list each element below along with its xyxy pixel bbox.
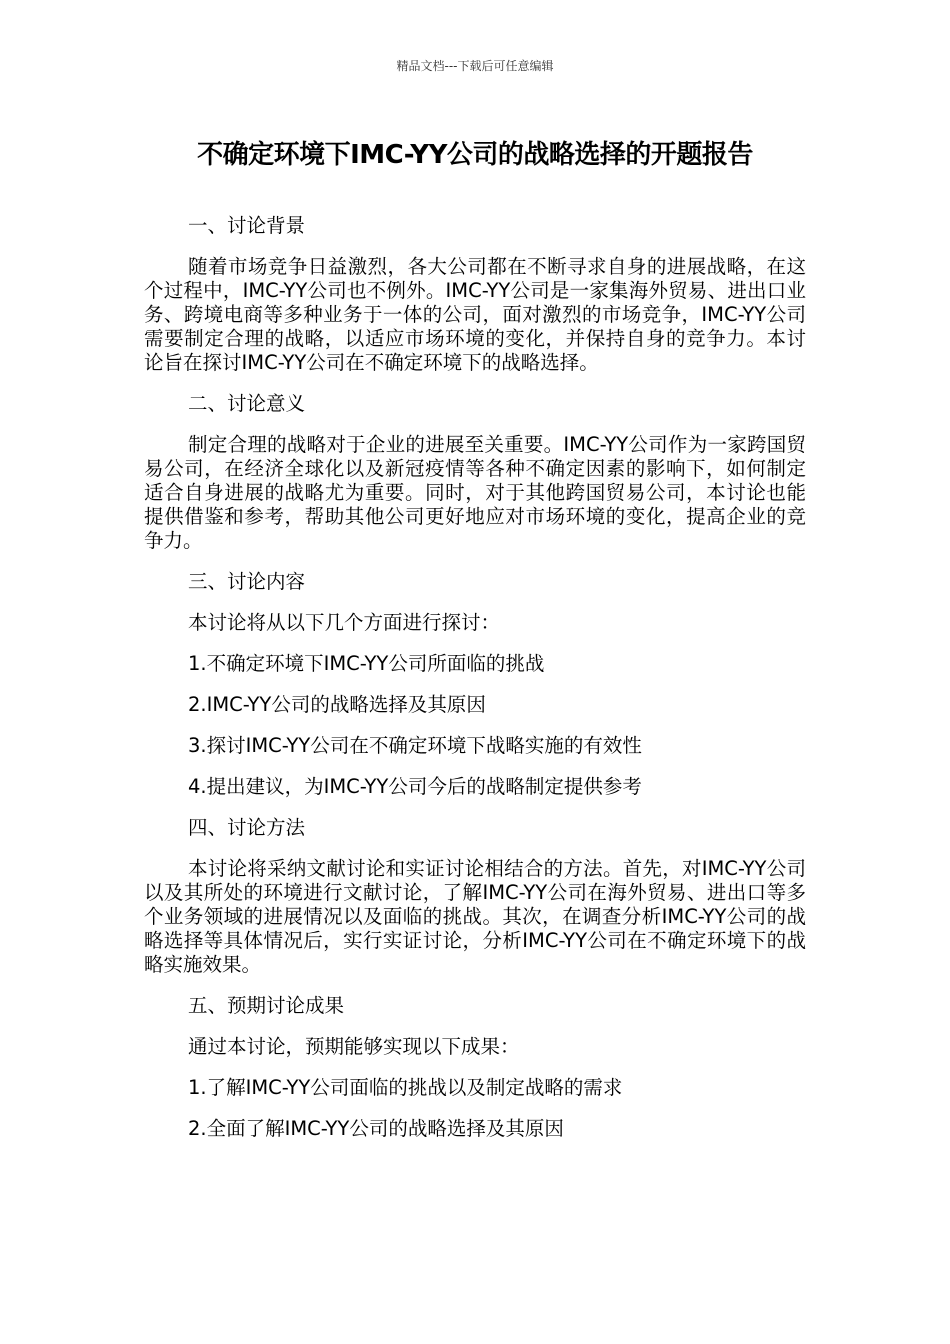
paragraph: 随着市场竞争日益激烈，各大公司都在不断寻求自身的进展战略，在这个过程中，IMC-YY公司也不例外。IMC-YY公司是一家集海外贸易、进出口业务、跨境电商等多种业务于一体的公司，面对激烈的市场竞争，IMC-YY公司需要制定合理的战略，以适应市场环境的变化，并保持自身的竞争力。本讨论旨在探讨IMC-YY公司在不确定环境下的战略选择。: [144, 255, 806, 374]
list-item: 4.提出建议，为IMC-YY公司今后的战略制定提供参考: [188, 775, 642, 798]
section-heading: 二、讨论意义: [188, 392, 306, 415]
section-heading: 四、讨论方法: [188, 816, 306, 839]
paragraph: 本讨论将从以下几个方面进行探讨：: [188, 611, 501, 634]
paragraph: 本讨论将采纳文献讨论和实证讨论相结合的方法。首先，对IMC-YY公司以及其所处的环境进行文献讨论，了解IMC-YY公司在海外贸易、进出口等多个业务领域的进展情况以及面临的挑战。其次，在调查分析IMC-YY公司的战略选择等具体情况后，实行实证讨论，分析IMC-YY公司在不确定环境下的战略实施效果。: [144, 857, 806, 976]
section-heading: 一、讨论背景: [188, 214, 306, 237]
document-body: [144, 214, 806, 1158]
list-item: 1.不确定环境下IMC-YY公司所面临的挑战: [188, 652, 545, 675]
paragraph: 制定合理的战略对于企业的进展至关重要。IMC-YY公司作为一家跨国贸易公司，在经济全球化以及新冠疫情等各种不确定因素的影响下，如何制定适合自身进展的战略尤为重要。同时，对于其他跨国贸易公司，本讨论也能提供借鉴和参考，帮助其他公司更好地应对市场环境的变化，提高企业的竞争力。: [144, 433, 806, 552]
list-item: 2.全面了解IMC-YY公司的战略选择及其原因: [188, 1117, 564, 1140]
document-title: 不确定环境下IMC-YY公司的战略选择的开题报告: [197, 140, 753, 170]
list-item: 2.IMC-YY公司的战略选择及其原因: [188, 693, 486, 716]
section-heading: 五、预期讨论成果: [188, 994, 345, 1017]
list-item: 3.探讨IMC-YY公司在不确定环境下战略实施的有效性: [188, 734, 642, 757]
page-header: 精品文档---下载后可任意编辑: [396, 59, 554, 73]
paragraph: 通过本讨论，预期能够实现以下成果：: [188, 1035, 520, 1058]
section-heading: 三、讨论内容: [188, 570, 306, 593]
list-item: 1.了解IMC-YY公司面临的挑战以及制定战略的需求: [188, 1076, 623, 1099]
